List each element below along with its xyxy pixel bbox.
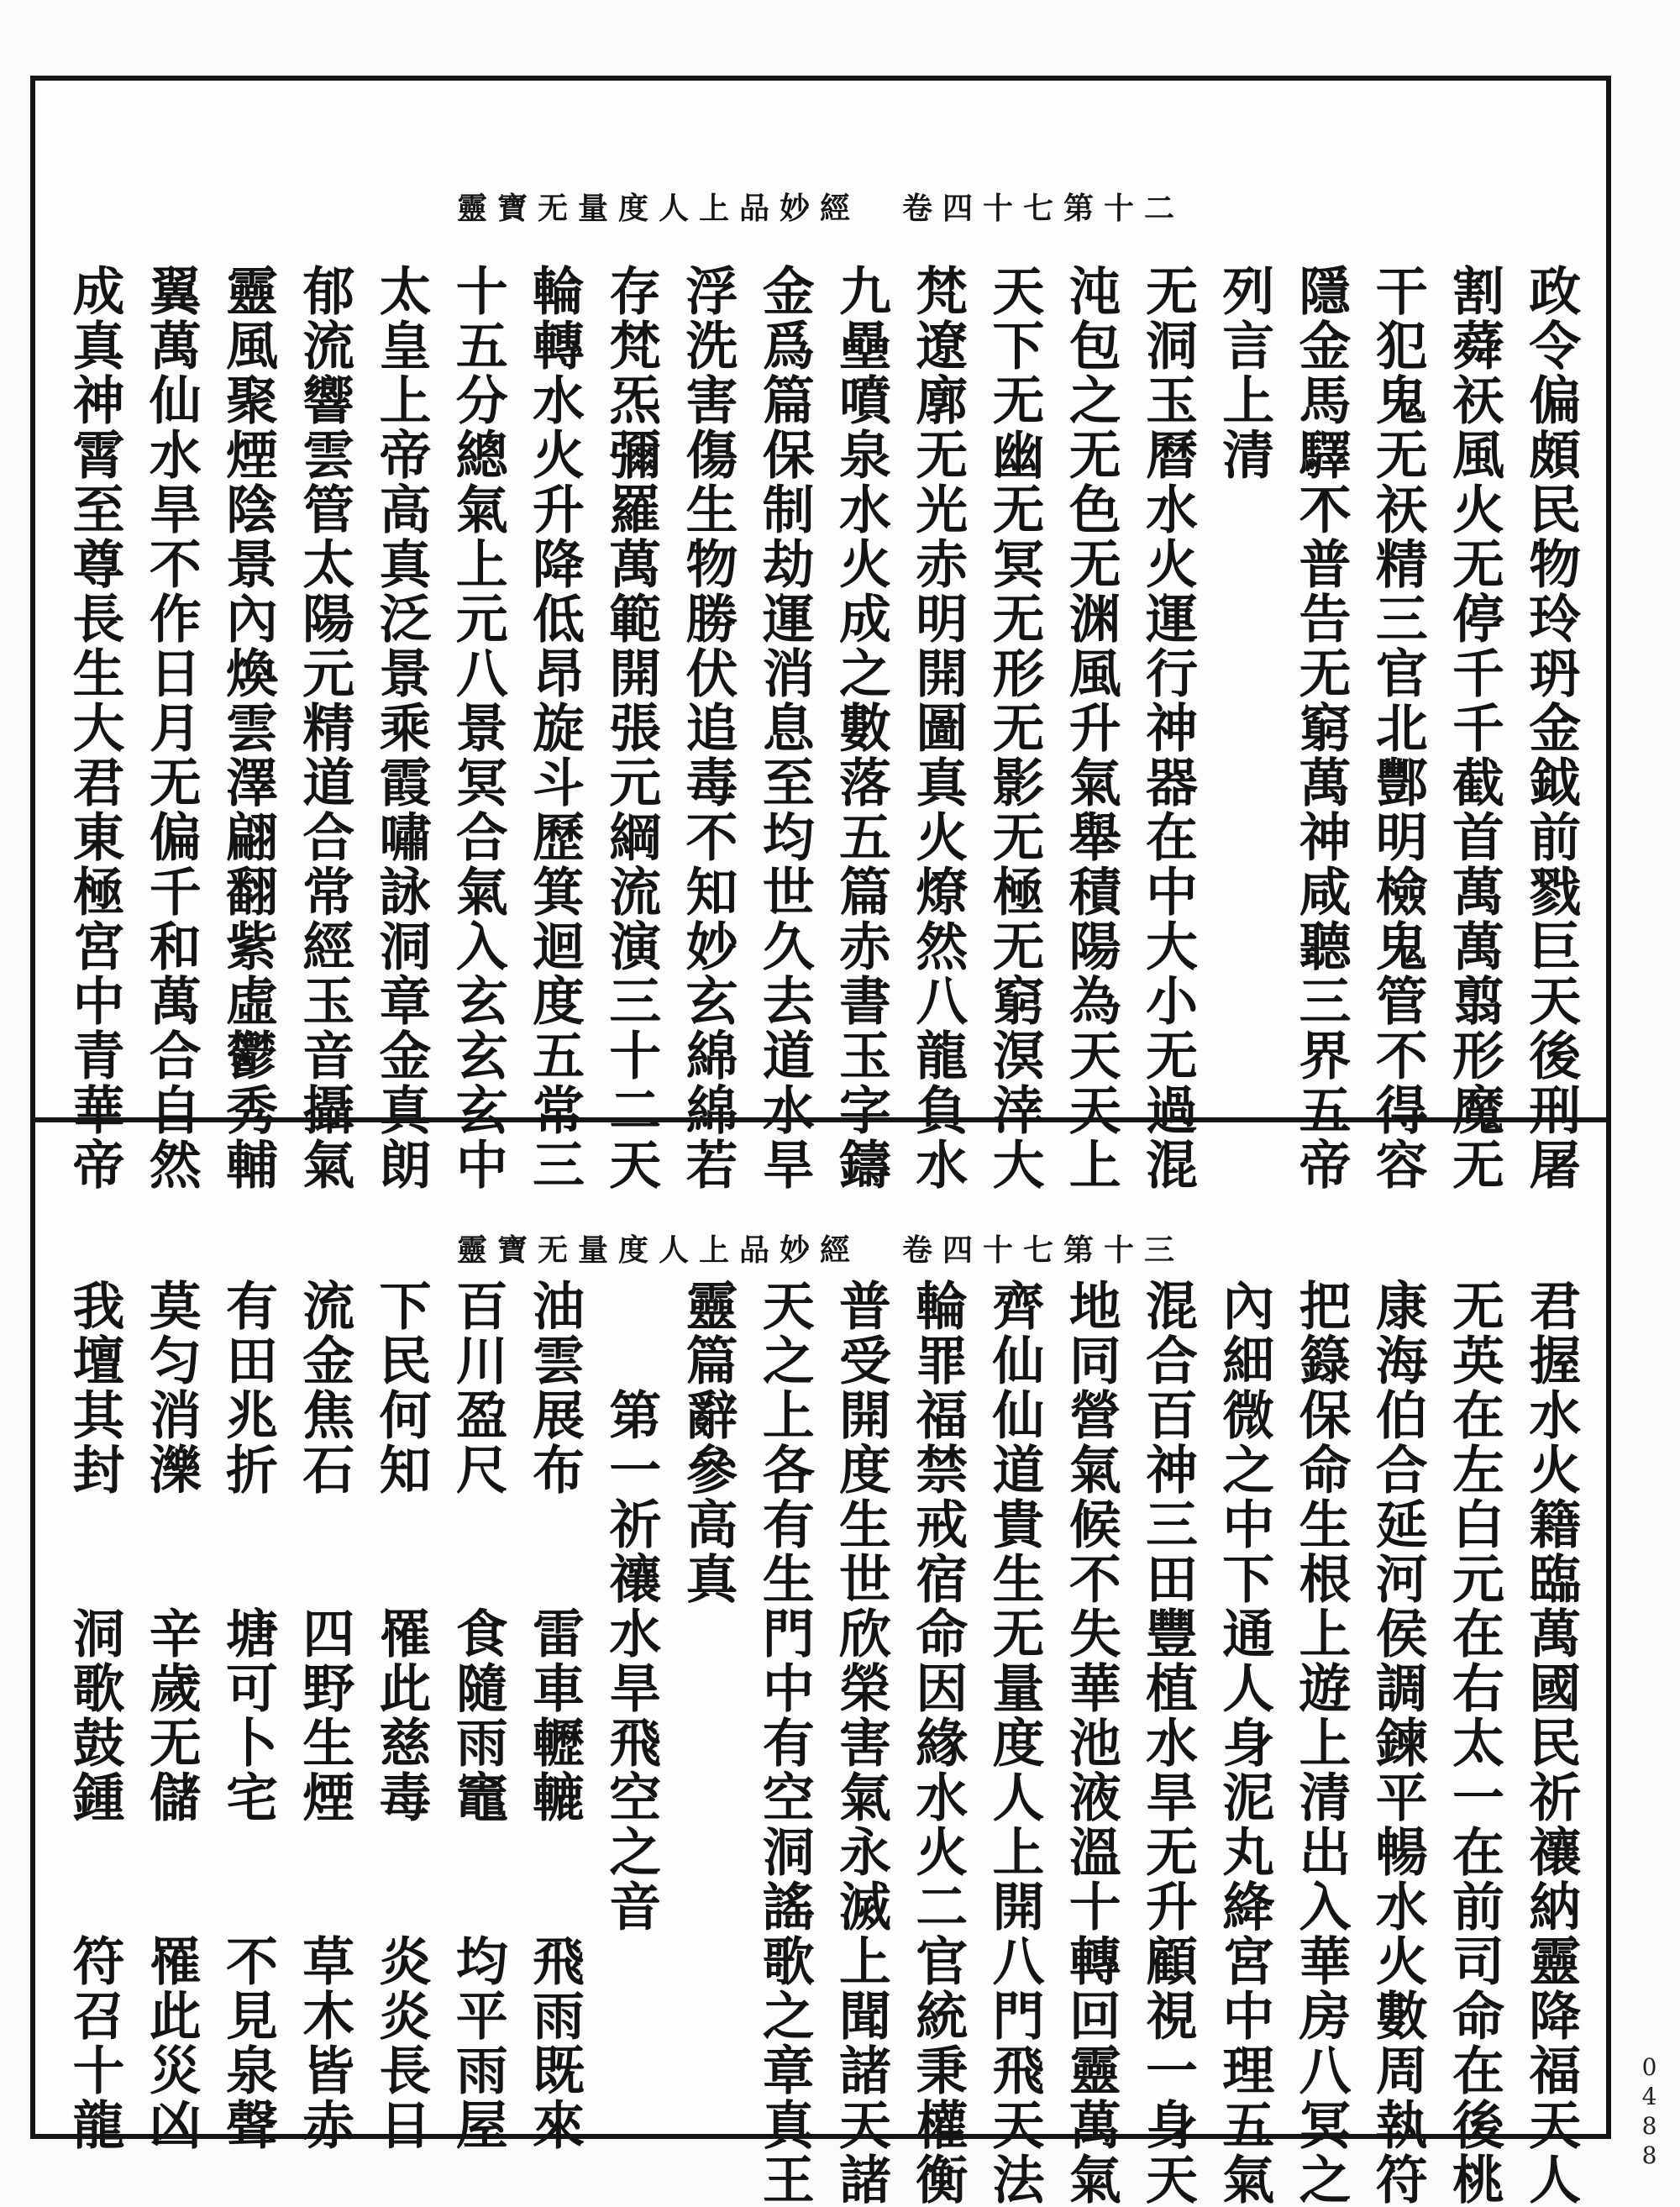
top-header-section: 卷四十七第十二	[902, 191, 1185, 226]
top-page	[35, 81, 1606, 1192]
top-column-8: 天下无幽无冥无形无影无極无窮溟涬大	[984, 264, 1045, 1192]
bottom-column-1: 君握水火籍臨萬國民祈禳納靈降福天人	[1520, 1279, 1582, 2207]
top-column-18: 靈風聚煙陰景內煥雲澤翩翻紫虛鬱秀輔	[217, 264, 279, 1192]
top-column-15: 十五分總氣上元八景冥合氣入玄玄玄中	[447, 264, 509, 1192]
bottom-column-12: 靈篇辭參高真	[677, 1279, 738, 1606]
bottom-page-header	[35, 1227, 1606, 1269]
top-column-4: 隱金馬驛𣎴普告无窮萬神咸聽三界五帝	[1290, 264, 1352, 1192]
bottom-column-8: 齊仙仙道貴生无量度人上開八門飛天法	[984, 1279, 1045, 2207]
top-column-17: 郁流響雲管太陽元精道合常經玉音攝氣	[293, 264, 355, 1192]
top-column-14: 輪轉水火升降低昂旋斗歷箕迴度五常三	[523, 264, 585, 1192]
bottom-header-title: 靈寶无量度人上品妙經	[456, 1232, 860, 1268]
top-column-2: 割蕣祆風火无停千千截首萬萬翦形魔无	[1443, 264, 1505, 1192]
top-header-title: 靈寶无量度人上品妙經	[456, 191, 860, 226]
top-column-11: 金爲篇保制劫運消息至均世久去道水旱	[753, 264, 816, 1192]
top-column-3: 干犯鬼无祆精三官北酆明檢鬼管不得容	[1367, 264, 1429, 1192]
top-column-13: 存梵炁彌羅萬範開張元綱流演三十二天	[600, 264, 662, 1192]
top-column-19: 翼萬仙水旱不作日月无偏千和萬合自然	[140, 264, 202, 1192]
bottom-column-10: 普受開度生世欣榮害氣永滅上聞諸天諸	[830, 1279, 892, 2207]
bottom-column-4: 把籙保命生根上遊上清出入華房八冥之	[1290, 1279, 1352, 2207]
bottom-column-20: 我壇其封 洞歌鼓鍾 符召十龍	[64, 1279, 125, 2152]
bottom-column-9: 輪罪福禁戒宿命因緣水火二官統秉權衡	[906, 1279, 969, 2207]
top-column-16: 太皇上帝高真泛景乘霞嘯詠洞章金真朗	[370, 264, 432, 1192]
bottom-column-17: 流金焦石 四野生煙 草木皆赤	[293, 1279, 355, 2152]
top-column-5: 列言上清	[1213, 264, 1275, 482]
bottom-header-section: 卷四十七第十三	[902, 1232, 1185, 1268]
top-column-1: 政令偏頗民物玲玬金鉞前戮巨天後刑屠	[1520, 264, 1582, 1192]
top-column-9: 梵遼廓无光赤明開圖真火燎然八龍負水	[906, 264, 969, 1192]
bottom-page	[35, 1122, 1606, 2207]
bottom-column-13: 第一祈禳水旱飛空之音	[600, 1279, 662, 1934]
top-column-12: 浮洗害傷生物勝伏追毒不知妙玄綿綿若	[677, 264, 738, 1192]
top-column-6: 无洞玉曆水火運行神器在中大小无過混	[1137, 264, 1199, 1192]
bottom-column-5: 內細微之中下通人身泥丸絳宮中理五氣	[1213, 1279, 1275, 2207]
bottom-text-columns	[60, 1279, 1584, 2207]
bottom-column-14: 油雲展布 雷車轣轆 飛雨既來	[523, 1279, 585, 2152]
bottom-column-11: 天之上各有生門中有空洞謠歌之章真王	[753, 1279, 816, 2207]
top-page-header	[35, 185, 1606, 228]
bottom-column-3: 康海伯合延河侯調鍊平暢水火數周執符	[1367, 1279, 1429, 2207]
top-column-20: 成真神霄至尊長生大君東極宮中青華帝	[64, 264, 125, 1192]
top-column-7: 沌包之无色无渊風升氣舉積陽為天天上	[1060, 264, 1122, 1192]
bottom-column-6: 混合百神三田豐植水旱无升顧視一身天	[1137, 1279, 1199, 2207]
top-text-columns	[60, 264, 1584, 1192]
bottom-column-7: 地同營氣候不失華池液溫十轉回靈萬氣	[1060, 1279, 1122, 2207]
top-column-10: 九壘噴泉水火成之數落五篇赤書玉字鑄	[830, 264, 892, 1192]
bottom-column-18: 有田兆折 塘可卜宅 不見泉聲	[217, 1279, 279, 2152]
bottom-column-19: 莫匀消濼 辛歲无儲 罹此災凶	[140, 1279, 202, 2152]
page-number: 0488	[1635, 2053, 1663, 2171]
bottom-column-15: 百川盈尺 食隨雨竈 均平雨屋	[447, 1279, 509, 2152]
bottom-column-16: 下民何知 罹此慈毒 炎炎長日	[370, 1279, 432, 2152]
bottom-column-2: 无英在左白元在右太一在前司命在後桃	[1443, 1279, 1505, 2207]
